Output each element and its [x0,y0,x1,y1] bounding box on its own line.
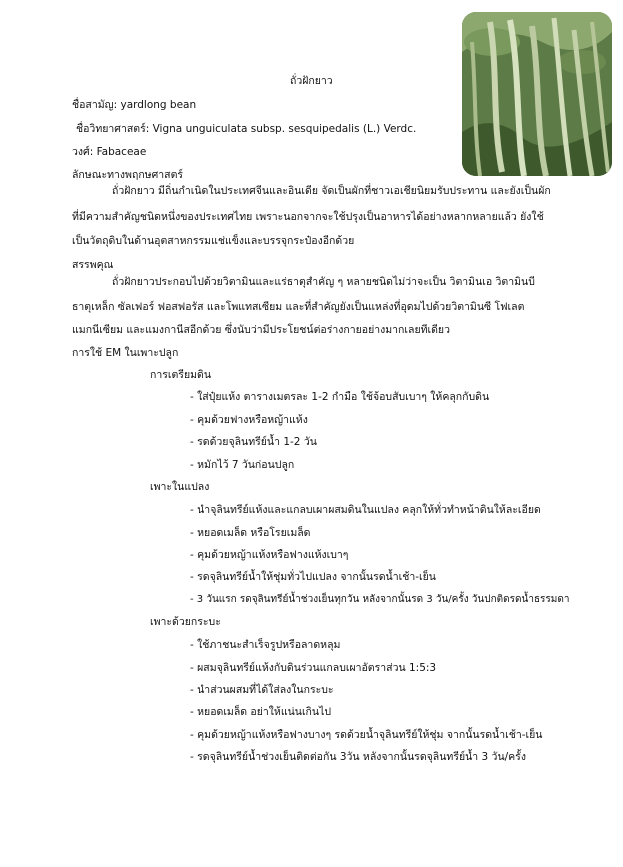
basket-heading: เพาะด้วยกระบะ [150,616,221,628]
botany-line: ถั่วฝักยาว มีถิ่นกำเนิดในประเทศจีนและอินเดีย จัดเป็นผักที่ชาวเอเชียนิยมรับประทาน และยังเป็นผัก [112,185,551,197]
botany-line: เป็นวัตถุดิบในด้านอุตสาหกรรมแช่แข็งและบรรจุกระป๋องอีกด้วย [72,235,355,247]
benefits-heading: สรรพคุณ [72,259,114,271]
plot-item: - นำจุลินทรีย์แห้งและแกลบเผาผสมดินในแปลง คลุกให้ทั่วทำหน้าดินให้ละเอียด [190,504,541,516]
benefits-line: ธาตุเหล็ก ซัลเฟอร์ ฟอสฟอรัส และโพแทสเซียม และที่สำคัญยังเป็นแหล่งที่อุดมไปด้วยวิตามินซี โฟเลต [72,301,525,313]
basket-item: - รดจุลินทรีย์น้ำช่วงเย็นติดต่อกัน 3วัน หลังจากนั้นรดจุลินทรีย์น้ำ 3 วัน/ครั้ง [190,751,526,763]
plot-item: - คุมด้วยหญ้าแห้งหรือฟางแห้งเบาๆ [190,549,349,561]
family-name: วงศ์: Fabaceae [72,146,147,158]
basket-item: - หยอดเมล็ด อย่าให้แน่นเกินไป [190,706,332,718]
plot-item: - รดจุลินทรีย์น้ำให้ชุ่มทั่วไปแปลง จากนั้นรดน้ำเช้า-เย็น [190,571,436,583]
plot-item: - หยอดเมล็ด หรือโรยเมล็ด [190,527,311,539]
botany-line: ที่มีความสำคัญชนิดหนึ่งของประเทศไทย เพราะนอกจากจะใช้ปรุงเป็นอาหารได้อย่างหลากหลายแล้ว ยังใช้ [72,211,544,223]
basket-item: - ผสมจุลินทรีย์แห้งกับดินร่วนแกลบเผาอัตราส่วน 1:5:3 [190,662,437,674]
soil-item: - ใส่ปุ๋ยแห้ง ตารางเมตรละ 1-2 กำมือ ใช้จ้อบสับเบาๆ ให้คลุกกับดิน [190,391,490,403]
soil-item: - รดด้วยจุลินทรีย์น้ำ 1-2 วัน [190,436,317,448]
plot-item: - 3 วันแรก รดจุลินทรีย์น้ำช่วงเย็นทุกวัน หลังจากนั้นรด 3 วัน/ครั้ง วันปกติดรดน้ำธรรมดา [190,594,570,605]
common-name: ชื่อสามัญ: yardlong bean [72,99,197,111]
basket-item: - ใช้ภาชนะสำเร็จรูปหรือลาดหลุม [190,639,341,651]
em-heading: การใช้ EM ในเพาะปลูก [72,347,179,359]
benefits-line: ถั่วฝักยาวประกอบไปด้วยวิตามินและแร่ธาตุสำคัญ ๆ หลายชนิดไม่ว่าจะเป็น วิตามินเอ วิตามินบี [112,276,535,288]
botany-heading: ลักษณะทางพฤกษศาสตร์ [72,169,184,181]
scientific-name: ชื่อวิทยาศาสตร์: Vigna unguiculata subsp. sesquipedalis (L.) Verdc. [76,123,417,135]
plot-heading: เพาะในแปลง [150,481,210,493]
yardlong-bean-photo [462,12,612,176]
basket-item: - คุมด้วยหญ้าแห้งหรือฟางบางๆ รดด้วยน้ำจุลินทรีย์ให้ชุ่ม จากนั้นรดน้ำเช้า-เย็น [190,729,543,741]
basket-item: - นำส่วนผสมที่ได้ใส่ลงในกระบะ [190,684,334,696]
soil-item: - หมักไว้ 7 วันก่อนปลูก [190,459,295,471]
document-title: ถั่วฝักยาว [290,75,333,87]
soil-item: - คุมด้วยฟางหรือหญ้าแห้ง [190,414,308,426]
soil-heading: การเตรียมดิน [150,369,212,381]
benefits-line: แมกนีเซียม และแมงกานีสอีกด้วย ซึ่งนับว่ามีประโยชน์ต่อร่างกายอย่างมากเลยทีเดียว [72,324,450,336]
